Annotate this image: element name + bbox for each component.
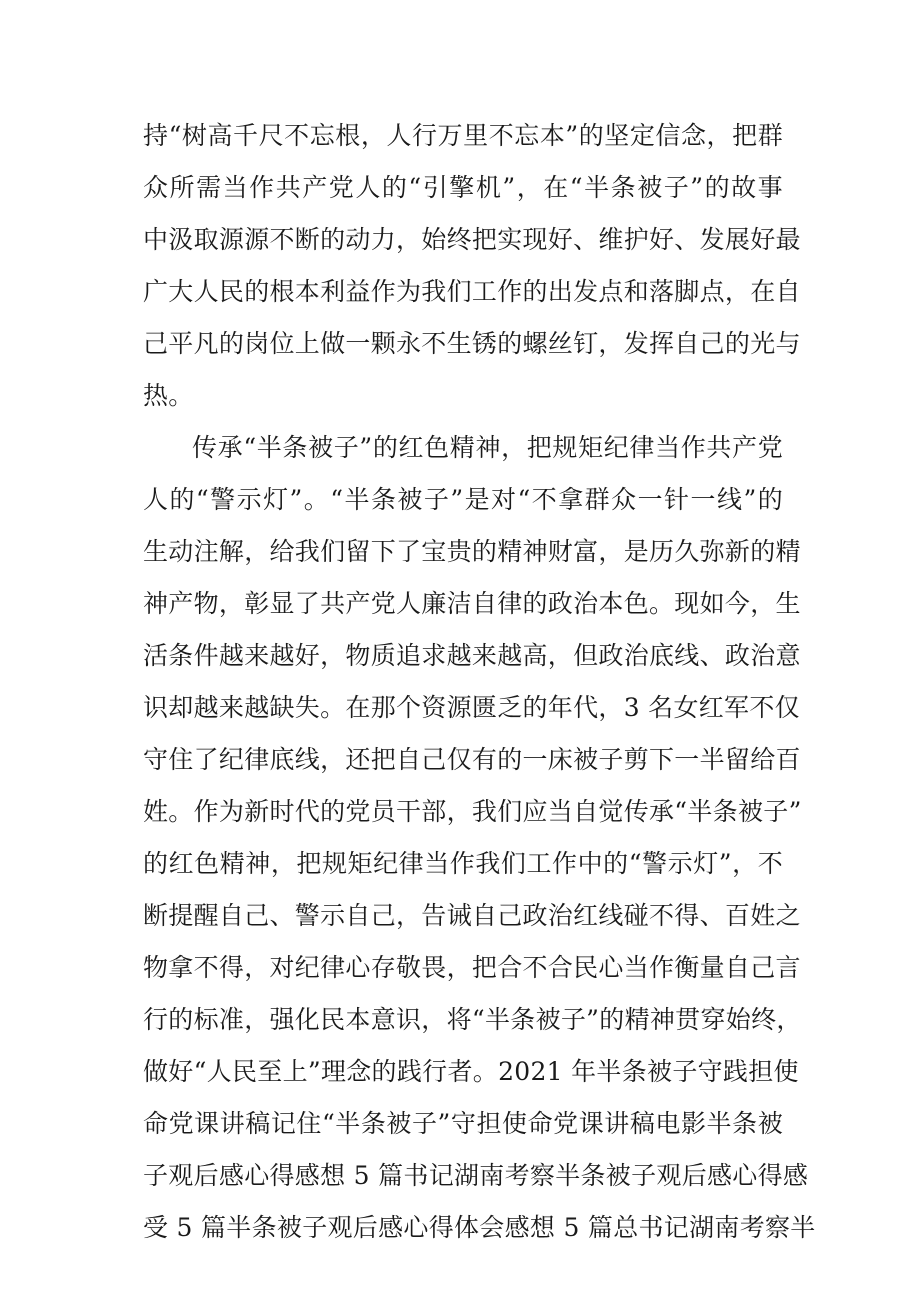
text-line: 物拿不得，对纪律心存敬畏，把合不合民心当作衡量自己言 (143, 953, 801, 982)
text-line: 持“树高千尺不忘根，人行万里不忘本”的坚定信念，把群 (143, 121, 783, 150)
text-line: 做好“人民至上”理念的践行者。2021 年半条被子守践担使 (143, 1057, 799, 1086)
paragraph-first-line: 传承“半条被子”的红色精神，把规矩纪律当作共产党 (192, 433, 783, 462)
text-line: 众所需当作共产党人的“引擎机”，在“半条被子”的故事 (143, 173, 783, 202)
text-line: 人的“警示灯”。“半条被子”是对“不拿群众一针一线”的 (143, 485, 783, 514)
text-line: 生动注解，给我们留下了宝贵的精神财富，是历久弥新的精 (143, 537, 801, 566)
text-line: 子观后感心得感想 5 篇书记湖南考察半条被子观后感心得感 (143, 1161, 809, 1190)
text-line: 神产物，彰显了共产党人廉洁自律的政治本色。现如今，生 (143, 589, 801, 618)
text-line: 广大人民的根本利益作为我们工作的出发点和落脚点，在自 (143, 277, 801, 306)
text-line: 受 5 篇半条被子观后感心得体会感想 5 篇总书记湖南考察半 (143, 1213, 816, 1242)
text-line: 识却越来越缺失。在那个资源匮乏的年代，3 名女红军不仅 (143, 693, 800, 722)
text-line: 热。 (143, 381, 194, 410)
text-line: 命党课讲稿记住“半条被子”守担使命党课讲稿电影半条被 (143, 1109, 783, 1138)
text-line: 的红色精神，把规矩纪律当作我们工作中的“警示灯”，不 (143, 849, 783, 878)
text-line: 活条件越来越好，物质追求越来越高，但政治底线、政治意 (143, 641, 801, 670)
text-line: 己平凡的岗位上做一颗永不生锈的螺丝钉，发挥自己的光与 (143, 329, 801, 358)
text-line: 中汲取源源不断的动力，始终把实现好、维护好、发展好最 (143, 225, 801, 254)
text-line: 守住了纪律底线，还把自己仅有的一床被子剪下一半留给百 (143, 745, 801, 774)
text-line: 姓。作为新时代的党员干部，我们应当自觉传承“半条被子” (143, 797, 802, 826)
text-line: 行的标准，强化民本意识，将“半条被子”的精神贯穿始终， (143, 1005, 802, 1034)
text-line: 断提醒自己、警示自己，告诫自己政治红线碰不得、百姓之 (143, 901, 801, 930)
